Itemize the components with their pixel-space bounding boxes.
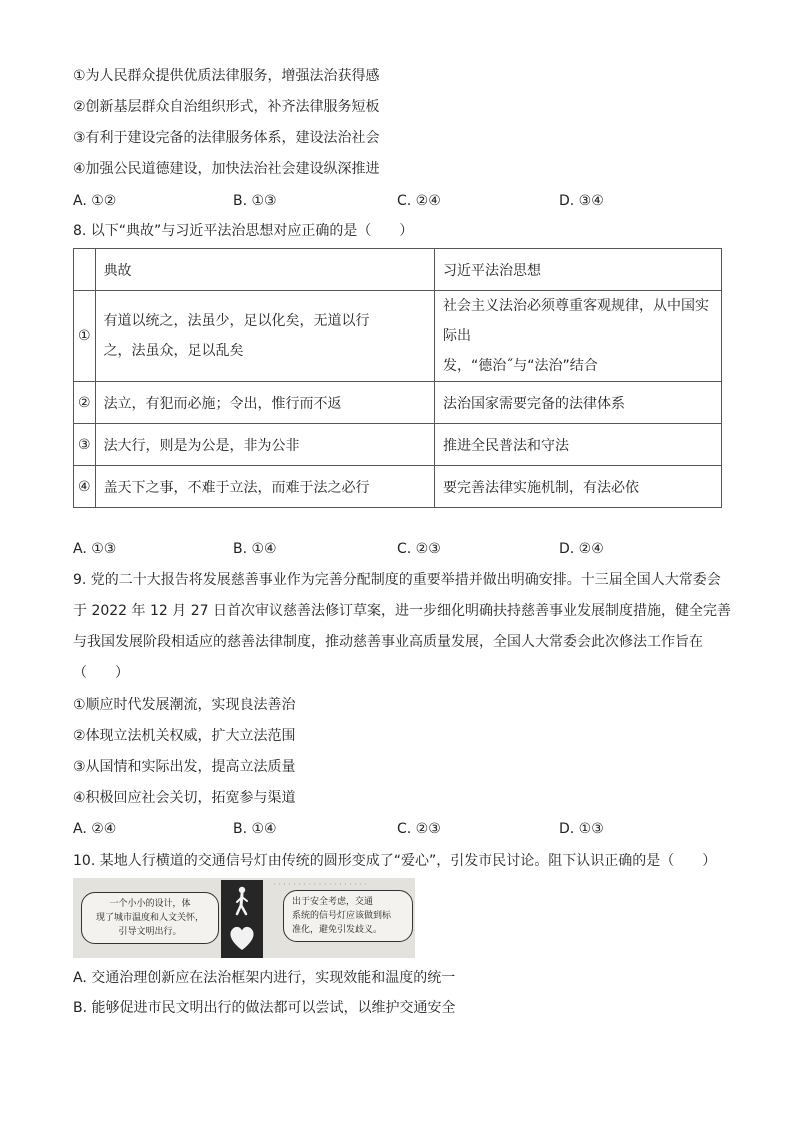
q7-statement-2: ②创新基层群众自治组织形式，补齐法律服务短板 [73,99,380,115]
left-bubble-line-3: 引导文明出行。 [118,927,182,937]
allusion-line-2: 之，法虽众，足以乱矣 [103,343,244,359]
q7-options [73,191,733,211]
q10-stem: 10. 某地人行横道的交通信号灯由传统的圆形变成了“爱心”，引发市民讨论。阻下认识正确的是（ ） [73,853,717,869]
q8-options [73,539,733,559]
right-bubble-line-3: 准化，避免引发歧义。 [292,925,383,935]
q9-option-b[interactable]: B. ①④ [233,821,277,837]
right-speech-bubble [283,890,413,942]
q8-table [73,248,722,508]
table-row [74,291,722,382]
pedestrian-icon [237,887,247,914]
traffic-signal [221,880,263,958]
thought-line-2: 发，“德治˝与“法治”结合 [443,358,598,374]
row-number: ③ [74,424,96,466]
thought-cell: 法治国家需要完备的法律体系 [435,382,722,424]
allusion-cell: 盖天下之事，不难于立法，而难于法之必行 [95,466,434,508]
q10-option-a[interactable]: A. 交通治理创新应在法治框架内进行，实现效能和温度的统一 [73,970,456,986]
allusion-cell [95,291,434,382]
thought-cell [435,291,722,382]
table-header-row [74,249,722,291]
allusion-cell: 法立，有犯而必施；令出，惟行而不返 [95,382,434,424]
table-header-num [74,249,96,291]
q9-stem-line-2: 于 2022 年 12 月 27 日首次审议慈善法修订草案，进一步细化明确扶持慈善事业发展制度措施，健全完善 [73,603,731,619]
q7-statement-4: ④加强公民道德建设，加快法治社会建设纵深推进 [73,161,380,177]
table-header-thought: 习近平法治思想 [435,249,722,291]
q9-option-c[interactable]: C. ②③ [397,821,441,837]
q9-stem-line-1: 9. 党的二十大报告将发展慈善事业作为完善分配制度的重要举措并做出明确安排。十三届全国人大常委会 [73,572,721,588]
q8-stem: 8. 以下“典故”与习近平法治思想对应正确的是（ ） [73,223,414,239]
q9-option-d[interactable]: D. ①③ [559,821,604,837]
thought-cell: 推进全民普法和守法 [435,424,722,466]
q7-option-a[interactable]: A. ①② [73,193,117,209]
q8-option-d[interactable]: D. ②④ [559,541,604,557]
row-number: ① [74,291,96,382]
q8-option-a[interactable]: A. ①③ [73,541,117,557]
q9-statement-4: ④积极回应社会关切，拓宽参与渠道 [73,790,296,806]
thought-line-1: 社会主义法治必须尊重客观规律，从中国实际出 [443,298,709,344]
q9-statement-2: ②体现立法机关权威，扩大立法范围 [73,728,296,744]
row-number: ② [74,382,96,424]
q7-statement-3: ③有利于建设完备的法律服务体系，建设法治社会 [73,130,380,146]
q9-stem-line-4: （ ） [73,665,129,681]
left-speech-bubble [81,892,219,944]
table-row [74,466,722,508]
table-row [74,424,722,466]
q7-statement-1: ①为人民群众提供优质法律服务，增强法治获得感 [73,68,380,84]
q9-options [73,819,733,839]
q9-statement-3: ③从国情和实际出发，提高立法质量 [73,759,296,775]
right-bubble-line-2: 系统的信号灯应该做到标 [292,911,392,921]
allusion-cell: 法大行，则是为公是，非为公非 [95,424,434,466]
heart-icon [230,927,253,950]
right-bubble-line-1: 出于安全考虑，交通 [292,897,374,907]
left-bubble-line-1: 一个小小的设计，体 [109,899,191,909]
q9-statement-1: ①顺应时代发展潮流，实现良法善治 [73,697,296,713]
q7-option-d[interactable]: D. ③④ [559,193,604,209]
table-header-allusion: 典故 [95,249,434,291]
traffic-light-figure [73,878,415,958]
allusion-line-1: 有道以统之，法虽少，足以化矣，无道以行 [103,313,370,329]
table-row [74,382,722,424]
thought-cell: 要完善法律实施机制，有法必依 [435,466,722,508]
left-bubble-line-2: 现了城市温度和人文关怀， [95,913,204,923]
background-scan-noise: · · · · · · · · · · · · · · · · · · · [273,880,368,889]
q7-option-c[interactable]: C. ②④ [397,193,441,209]
q8-option-b[interactable]: B. ①④ [233,541,277,557]
signal-icons [221,880,263,958]
q8-option-c[interactable]: C. ②③ [397,541,441,557]
q9-stem-line-3: 与我国发展阶段相适应的慈善法律制度，推动慈善事业高质量发展，全国人大常委会此次修法工作旨在 [73,634,703,650]
row-number: ④ [74,466,96,508]
q7-option-b[interactable]: B. ①③ [233,193,277,209]
q9-option-a[interactable]: A. ②④ [73,821,117,837]
q10-option-b[interactable]: B. 能够促进市民文明出行的做法都可以尝试，以维护交通安全 [73,1000,456,1016]
